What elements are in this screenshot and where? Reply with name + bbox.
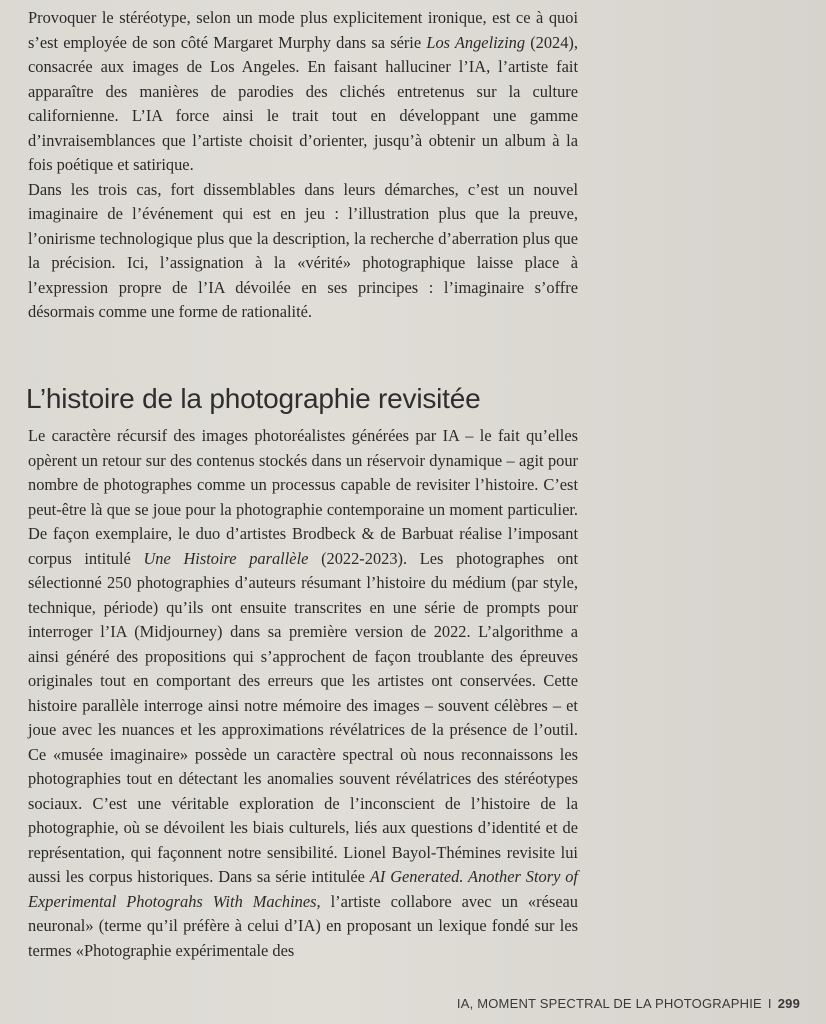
- paragraph-text: (2022-2023). Les photographes ont sélectionné 250 photographies d’auteurs résumant l’histoire du médium (par style, technique, période) qu’ils ont ensuite transcrites en une série de prompts pour interroger l’IA (Midjourney) dans sa première version de 2022. L’algorithme a ainsi généré des propositions qui s’approchent de façon troublante des épreuves originales tout en comportant des erreurs que les artistes ont conservées. Cette histoire parallèle interroge ainsi notre mémoire des images – souvent célèbres – et joue avec les nuances et les approximations révélatrices de la présence de l’outil. Ce «musée imaginaire» possède un caractère spectral où nous reconnaissons les photographies tout en détectant les anomalies souvent révélatrices des stéréotypes sociaux. C’est une véritable exploration de l’inconscient de l’histoire de la photographie, où se dévoilent les biais culturels, liés aux questions d’identité et de représentation, qui façonnent notre sensibilité. Lionel Bayol-Thémines revisite lui aussi les corpus historiques. Dans sa série intitulée: [28, 548, 579, 886]
- paragraph-text: Provoquer le stéréotype, selon un mode plus explicitement ironique, est ce à quoi s’est employée de son côté Margaret Murphy dans sa série: [28, 8, 578, 52]
- paragraph-text: , l’artiste collabore avec un «réseau neuronal» (terme qu’il préfère à celui d’IA) en proposant un lexique fondé sur les termes «Photographie expérimentale des: [28, 891, 578, 960]
- artwork-title: Une Histoire parallèle: [143, 548, 309, 568]
- paragraph-text: Dans les trois cas, fort dissemblables dans leurs démarches, c’est un nouvel imaginaire de l’événement qui est en jeu : l’illustration plus que la preuve, l’onirisme technologique plus que la description, la recherche d’aberration plus que la précision. Ici, l’assignation à la «vérité» photographique laisse place à l’expression propre de l’IA dévoilée en ses principes : l’imaginaire s’offre désormais comme une forme de rationalité.: [28, 179, 578, 321]
- page-number: 299: [777, 996, 800, 1011]
- paragraph-histoire: [28, 424, 578, 963]
- running-footer: [457, 996, 800, 1011]
- section-heading: L’histoire de la photographie revisitée: [26, 383, 481, 415]
- artwork-title: AI Generated. Another Story of Experimental Photograhs With Machines: [28, 867, 578, 911]
- paragraph-text: (2024), consacrée aux images de Los Angeles. En faisant halluciner l’IA, l’artiste fait apparaître des manières de parodies des clichés entretenus sur la culture californienne. L’IA force ainsi le trait tout en développant une gamme d’invraisemblances que l’artiste choisit d’orienter, jusqu’à obtenir un album à la fois poétique et satirique.: [28, 32, 578, 174]
- paragraph-text: Le caractère récursif des images photoréalistes générées par IA – le fait qu’elles opèrent un retour sur des contenus stockés dans un réservoir dynamique – agit pour nombre de photographes comme un processus capable de revisiter l’histoire. C’est peut-être là que se joue pour la photographie contemporaine un moment particulier. De façon exemplaire, le duo d’artistes Brodbeck & de Barbuat réalise l’imposant corpus intitulé: [28, 426, 578, 568]
- paragraph-trois-cas: [28, 178, 578, 325]
- artwork-title: Los Angelizing: [426, 32, 526, 52]
- paragraph-margaret-murphy: [28, 6, 578, 178]
- intro-text-block: [28, 6, 578, 325]
- running-title: IA, MOMENT SPECTRAL DE LA PHOTOGRAPHIE: [456, 996, 762, 1011]
- footer-separator: I: [767, 996, 772, 1011]
- section-text-block: [28, 424, 578, 963]
